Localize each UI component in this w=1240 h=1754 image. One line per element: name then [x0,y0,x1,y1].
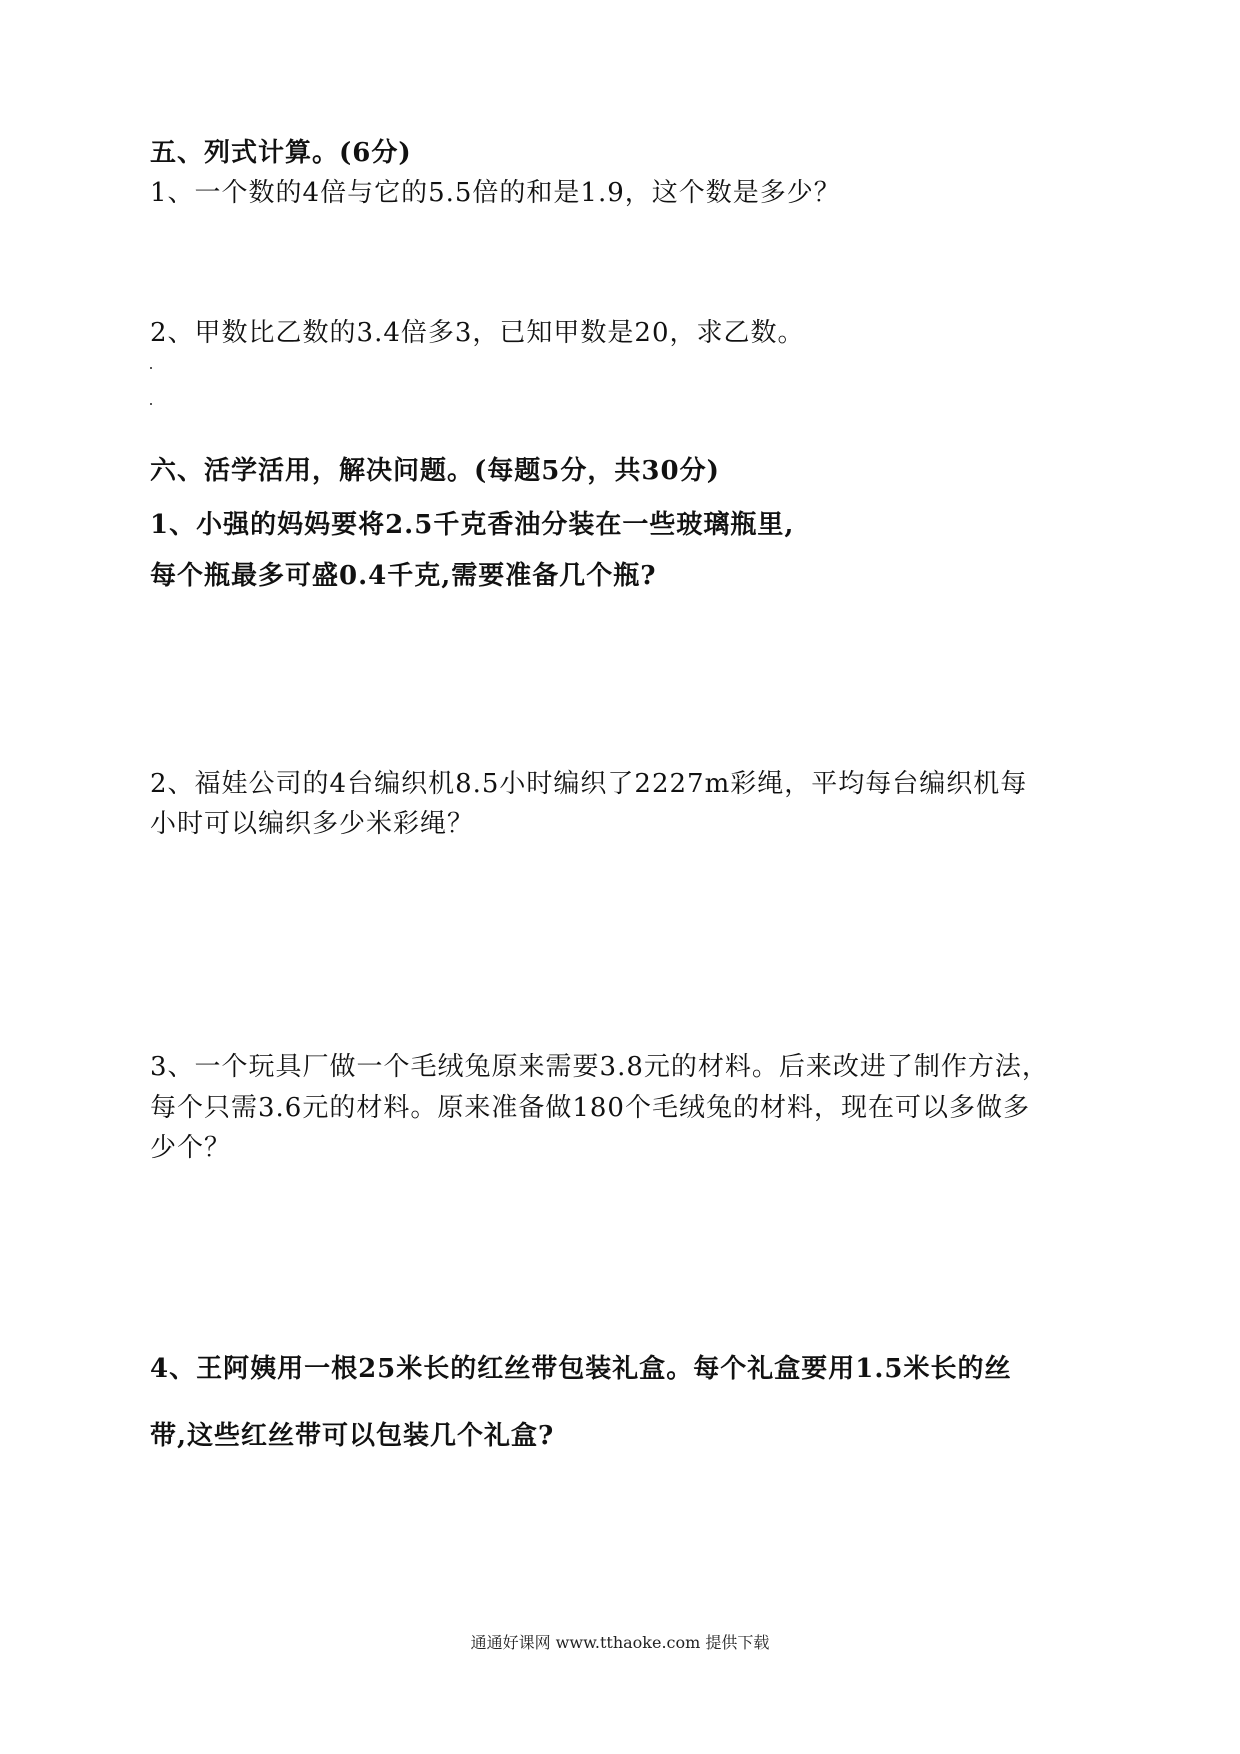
section-6-question-1-line-2: 每个瓶最多可盛0.4千克,需要准备几个瓶? [150,561,657,591]
section-6-question-3-line-1: 3、一个玩具厂做一个毛绒兔原来需要3.8元的材料。后来改进了制作方法， [150,1052,1049,1082]
section-6-question-2-line-1: 2、福娃公司的4台编织机8.5小时编织了2227m彩绳，平均每台编织机每 [150,769,1028,799]
section-5-question-2: 2、甲数比乙数的3.4倍多3，已知甲数是20，求乙数。 [150,318,805,348]
section-5-heading: 五、列式计算。(6分) [150,138,412,168]
footer-credit: 通通好课网 www.tthaoke.com 提供下载 [470,1633,770,1652]
section-6-question-3-line-2: 每个只需3.6元的材料。原来准备做180个毛绒兔的材料，现在可以多做多 [150,1093,1030,1123]
section-5-question-1: 1、一个数的4倍与它的5.5倍的和是1.9，这个数是多少？ [150,178,841,208]
scan-mark [150,367,152,369]
section-6-question-1-line-1: 1、小强的妈妈要将2.5千克香油分装在一些玻璃瓶里, [150,510,795,540]
section-6-question-4-line-1: 4、王阿姨用一根25米长的红丝带包装礼盒。每个礼盒要用1.5米长的丝 [150,1354,1012,1384]
section-6-heading: 六、活学活用，解决问题。(每题5分，共30分) [150,456,720,486]
section-6-question-4-line-2: 带,这些红丝带可以包装几个礼盒? [150,1421,555,1451]
section-6-question-3-line-3: 少个？ [150,1133,232,1163]
section-6-question-2-line-2: 小时可以编织多少米彩绳？ [150,809,475,839]
scan-mark [150,403,152,405]
